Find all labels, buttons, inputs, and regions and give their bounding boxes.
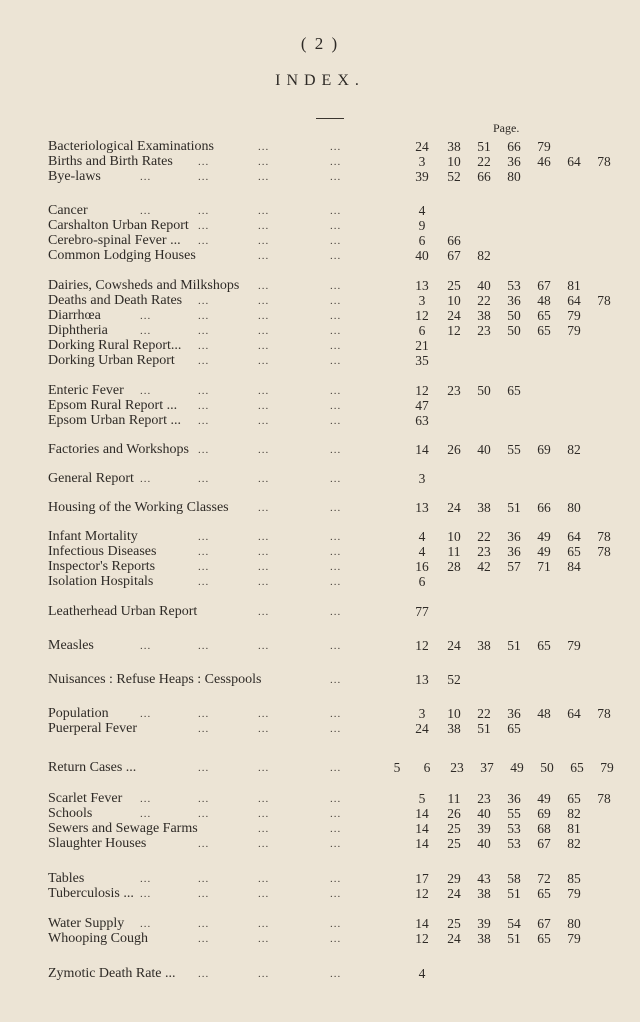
index-entry: Infectious Diseases ... ... ... 4 11 23 36 49 65 78 bbox=[48, 544, 628, 560]
index-entry-label: Cancer bbox=[48, 203, 88, 218]
page-reference: 40 bbox=[415, 248, 429, 263]
page-reference: 65 bbox=[537, 886, 551, 901]
page-reference: 10 bbox=[447, 529, 461, 544]
page-reference: 6 bbox=[418, 323, 426, 338]
page-reference: 5 bbox=[418, 791, 426, 806]
page-reference: 22 bbox=[477, 529, 491, 544]
index-entry-label: Carshalton Urban Report bbox=[48, 218, 189, 233]
page-reference: 57 bbox=[507, 559, 521, 574]
page-reference: 51 bbox=[507, 931, 521, 946]
page-reference: 13 bbox=[415, 278, 429, 293]
index-entry: Dorking Urban Report ... ... ... 35 bbox=[48, 353, 628, 369]
page-reference: 67 bbox=[537, 278, 551, 293]
page-reference: 51 bbox=[507, 500, 521, 515]
page-reference: 51 bbox=[507, 638, 521, 653]
page-reference: 82 bbox=[567, 836, 581, 851]
page-reference: 38 bbox=[477, 308, 491, 323]
page-reference: 10 bbox=[447, 154, 461, 169]
page-reference: 4 bbox=[418, 966, 426, 981]
index-entry-label: Common Lodging Houses bbox=[48, 248, 196, 263]
page-reference: 65 bbox=[507, 383, 521, 398]
page-reference: 3 bbox=[418, 154, 426, 169]
page-reference: 22 bbox=[477, 293, 491, 308]
page-reference: 79 bbox=[600, 760, 614, 775]
index-entry: Diarrhœa ... ... ... ... 12 24 38 50 65 79 bbox=[48, 308, 628, 324]
index-entry-label: Nuisances : Refuse Heaps : Cesspools bbox=[48, 672, 262, 687]
page-reference: 78 bbox=[597, 154, 611, 169]
page-reference: 4 bbox=[418, 544, 426, 559]
page-reference: 78 bbox=[597, 293, 611, 308]
index-entry-label: General Report bbox=[48, 471, 134, 486]
page-reference: 17 bbox=[415, 871, 429, 886]
page-reference: 36 bbox=[507, 154, 521, 169]
index-entry: Tables ... ... ... ... 17 29 43 58 72 85 bbox=[48, 871, 628, 887]
page-reference: 24 bbox=[415, 139, 429, 154]
page-reference: 13 bbox=[415, 672, 429, 687]
page-reference: 65 bbox=[570, 760, 584, 775]
index-entry: Population ... ... ... ... 3 10 22 36 48 64 78 bbox=[48, 706, 628, 722]
page-reference: 55 bbox=[507, 442, 521, 457]
page-reference: 36 bbox=[507, 791, 521, 806]
index-entry-label: Whooping Cough bbox=[48, 931, 148, 946]
index-entry: Scarlet Fever ... ... ... ... 5 11 23 36 49 65 78 bbox=[48, 791, 628, 807]
page-reference: 24 bbox=[447, 308, 461, 323]
page-reference: 58 bbox=[507, 871, 521, 886]
page-reference: 11 bbox=[447, 791, 461, 806]
page-reference: 81 bbox=[567, 821, 581, 836]
page-reference: 65 bbox=[507, 721, 521, 736]
page-reference: 50 bbox=[507, 308, 521, 323]
index-entry-label: Inspector's Reports bbox=[48, 559, 156, 574]
page-reference: 53 bbox=[507, 278, 521, 293]
page-reference: 12 bbox=[415, 886, 429, 901]
page-title: INDEX. bbox=[275, 72, 365, 89]
page-reference: 52 bbox=[447, 672, 461, 687]
page-reference: 66 bbox=[447, 233, 461, 248]
index-entry-label: Births and Birth Rates bbox=[48, 154, 173, 169]
page-reference: 50 bbox=[540, 760, 554, 775]
page-reference: 55 bbox=[507, 806, 521, 821]
page-reference: 49 bbox=[537, 544, 551, 559]
page-reference: 79 bbox=[567, 931, 581, 946]
page-reference: 11 bbox=[447, 544, 461, 559]
index-entry: General Report ... ... ... ... 3 bbox=[48, 471, 628, 487]
index-entry: Carshalton Urban Report ... ... ... 9 bbox=[48, 218, 628, 234]
page-reference: 9 bbox=[418, 218, 426, 233]
index-entry: Water Supply ... ... ... ... 14 25 39 54 67 80 bbox=[48, 916, 628, 932]
index-entry-label: Epsom Rural Report ... bbox=[48, 398, 178, 413]
page-reference: 78 bbox=[597, 544, 611, 559]
index-entry-label: Dorking Urban Report bbox=[48, 353, 175, 368]
page-reference: 3 bbox=[418, 471, 426, 486]
index-entry-label: Diarrhœa bbox=[48, 308, 101, 323]
page-reference: 6 bbox=[418, 233, 426, 248]
index-entry: Births and Birth Rates ... ... ... 3 10 22 36 46 64 78 bbox=[48, 154, 628, 170]
page-reference: 22 bbox=[477, 154, 491, 169]
page-reference: 80 bbox=[507, 169, 521, 184]
page-reference: 71 bbox=[537, 559, 551, 574]
page-reference: 23 bbox=[450, 760, 464, 775]
page-reference: 47 bbox=[415, 398, 429, 413]
page-reference: 37 bbox=[480, 760, 494, 775]
index-entry: Factories and Workshops ... ... ... 14 26 40 55 69 82 bbox=[48, 442, 628, 458]
page-reference: 78 bbox=[597, 529, 611, 544]
page-reference: 16 bbox=[415, 559, 429, 574]
page-reference: 68 bbox=[537, 821, 551, 836]
index-entry: Measles ... ... ... ... 12 24 38 51 65 79 bbox=[48, 638, 628, 654]
page-reference: 49 bbox=[537, 791, 551, 806]
index-entry-label: Water Supply bbox=[48, 916, 125, 931]
index-entry-label: Leatherhead Urban Report bbox=[48, 604, 198, 619]
index-entry: Epsom Rural Report ... ... ... ... 47 bbox=[48, 398, 628, 414]
page-reference: 23 bbox=[477, 323, 491, 338]
index-entry-label: Dairies, Cowsheds and Milkshops bbox=[48, 278, 240, 293]
index-entry-label: Housing of the Working Classes bbox=[48, 500, 229, 515]
index-entry: Slaughter Houses ... ... ... 14 25 40 53 67 82 bbox=[48, 836, 628, 852]
page-reference: 64 bbox=[567, 706, 581, 721]
index-entry-label: Tables bbox=[48, 871, 85, 886]
page-reference: 40 bbox=[477, 442, 491, 457]
page-reference: 35 bbox=[415, 353, 429, 368]
index-entry-label: Population bbox=[48, 706, 109, 721]
page-reference: 48 bbox=[537, 293, 551, 308]
page-reference: 36 bbox=[507, 544, 521, 559]
page-reference: 24 bbox=[447, 931, 461, 946]
page-number: ( 2 ) bbox=[300, 34, 340, 53]
page-reference: 78 bbox=[597, 706, 611, 721]
page-reference: 25 bbox=[447, 916, 461, 931]
page-reference: 5 bbox=[393, 760, 401, 775]
page-reference: 67 bbox=[447, 248, 461, 263]
index-entry-label: Puerperal Fever bbox=[48, 721, 138, 736]
page-reference: 23 bbox=[447, 383, 461, 398]
page-reference: 66 bbox=[507, 139, 521, 154]
page-reference: 24 bbox=[447, 500, 461, 515]
index-entry: Epsom Urban Report ... ... ... ... 63 bbox=[48, 413, 628, 429]
page-reference: 25 bbox=[447, 836, 461, 851]
index-entry-label: Slaughter Houses bbox=[48, 836, 147, 851]
index-entry-label: Epsom Urban Report ... bbox=[48, 413, 181, 428]
page-reference: 14 bbox=[415, 442, 429, 457]
page-reference: 38 bbox=[477, 638, 491, 653]
page-reference: 40 bbox=[477, 278, 491, 293]
page-reference: 46 bbox=[537, 154, 551, 169]
page-reference: 65 bbox=[537, 323, 551, 338]
page-reference: 43 bbox=[477, 871, 491, 886]
page-reference: 12 bbox=[415, 383, 429, 398]
index-entry: Housing of the Working Classes ... ... 13 24 38 51 66 80 bbox=[48, 500, 628, 516]
page-reference: 24 bbox=[447, 638, 461, 653]
page-reference: 24 bbox=[415, 721, 429, 736]
index-entry-label: Bye-laws bbox=[48, 169, 101, 184]
index-entry: Infant Mortality ... ... ... 4 10 22 36 49 64 78 bbox=[48, 529, 628, 545]
page-reference: 79 bbox=[567, 638, 581, 653]
page-reference: 13 bbox=[415, 500, 429, 515]
page-reference: 65 bbox=[567, 544, 581, 559]
index-entry-label: Factories and Workshops bbox=[48, 442, 189, 457]
page-reference: 40 bbox=[477, 836, 491, 851]
page-reference: 69 bbox=[537, 442, 551, 457]
page-reference: 25 bbox=[447, 278, 461, 293]
page-reference: 66 bbox=[477, 169, 491, 184]
page-reference: 79 bbox=[567, 886, 581, 901]
index-entry-label: Isolation Hospitals bbox=[48, 574, 154, 589]
page-reference: 84 bbox=[567, 559, 581, 574]
page-reference: 48 bbox=[537, 706, 551, 721]
page-reference: 4 bbox=[418, 203, 426, 218]
index-entry: Sewers and Sewage Farms ... ... 14 25 39 53 68 81 bbox=[48, 821, 628, 837]
page-reference: 51 bbox=[477, 139, 491, 154]
index-entry: Diphtheria ... ... ... ... 6 12 23 50 65 79 bbox=[48, 323, 628, 339]
page-reference: 21 bbox=[415, 338, 429, 353]
page-reference: 79 bbox=[567, 308, 581, 323]
page-reference: 23 bbox=[477, 791, 491, 806]
page-reference: 14 bbox=[415, 836, 429, 851]
page-reference: 51 bbox=[507, 886, 521, 901]
index-entry: Puerperal Fever ... ... ... 24 38 51 65 bbox=[48, 721, 628, 737]
index-entry: Leatherhead Urban Report ... ... 77 bbox=[48, 604, 628, 620]
page-reference: 22 bbox=[477, 706, 491, 721]
page-reference: 28 bbox=[447, 559, 461, 574]
page-reference: 54 bbox=[507, 916, 521, 931]
page-reference: 65 bbox=[567, 791, 581, 806]
page-reference: 66 bbox=[537, 500, 551, 515]
index-entry-label: Measles bbox=[48, 638, 94, 653]
page-reference: 85 bbox=[567, 871, 581, 886]
page-reference: 81 bbox=[567, 278, 581, 293]
page-reference: 12 bbox=[415, 638, 429, 653]
index-entry-label: Enteric Fever bbox=[48, 383, 124, 398]
index-entry-label: Bacteriological Examinations bbox=[48, 139, 215, 154]
page-reference: 77 bbox=[415, 604, 429, 619]
index-entry: Cerebro-spinal Fever ... ... ... ... 6 66 bbox=[48, 233, 628, 249]
page-reference: 14 bbox=[415, 821, 429, 836]
index-entry-label: Infant Mortality bbox=[48, 529, 138, 544]
page-reference: 26 bbox=[447, 806, 461, 821]
index-entry: Tuberculosis ... ... ... ... ... 12 24 38 51 65 79 bbox=[48, 886, 628, 902]
page-reference: 39 bbox=[477, 821, 491, 836]
page-reference: 12 bbox=[415, 931, 429, 946]
index-entry: Schools ... ... ... ... 14 26 40 55 69 82 bbox=[48, 806, 628, 822]
page-reference: 42 bbox=[477, 559, 491, 574]
page-reference: 67 bbox=[537, 836, 551, 851]
index-entry-label: Deaths and Death Rates bbox=[48, 293, 183, 308]
page-reference: 25 bbox=[447, 821, 461, 836]
index-entry: Bacteriological Examinations ... ... 24 38 51 66 79 bbox=[48, 139, 628, 155]
page-reference: 63 bbox=[415, 413, 429, 428]
page-reference: 51 bbox=[477, 721, 491, 736]
index-entry: Isolation Hospitals ... ... ... 6 bbox=[48, 574, 628, 590]
page-reference: 39 bbox=[415, 169, 429, 184]
index-entry: Nuisances : Refuse Heaps : Cesspools ... 13 52 bbox=[48, 672, 628, 688]
index-entry: Cancer ... ... ... ... 4 bbox=[48, 203, 628, 219]
page-reference: 79 bbox=[537, 139, 551, 154]
page-reference: 82 bbox=[567, 442, 581, 457]
page-reference: 78 bbox=[597, 791, 611, 806]
page-reference: 23 bbox=[477, 544, 491, 559]
page-reference: 38 bbox=[447, 139, 461, 154]
title-rule bbox=[316, 118, 344, 119]
index-entry-label: Cerebro-spinal Fever ... bbox=[48, 233, 181, 248]
page-reference: 39 bbox=[477, 916, 491, 931]
page-reference: 64 bbox=[567, 154, 581, 169]
index-entry-label: Return Cases ... bbox=[48, 760, 137, 775]
page-reference: 36 bbox=[507, 293, 521, 308]
page-reference: 82 bbox=[477, 248, 491, 263]
index-entry-label: Dorking Rural Report... bbox=[48, 338, 182, 353]
index-entry: Whooping Cough ... ... ... 12 24 38 51 65 79 bbox=[48, 931, 628, 947]
page-reference: 50 bbox=[507, 323, 521, 338]
index-entry-label: Schools bbox=[48, 806, 93, 821]
page-reference: 65 bbox=[537, 308, 551, 323]
index-entry-label: Zymotic Death Rate ... bbox=[48, 966, 176, 981]
page-reference: 64 bbox=[567, 293, 581, 308]
page-reference: 36 bbox=[507, 529, 521, 544]
page-reference: 40 bbox=[477, 806, 491, 821]
index-entry: Zymotic Death Rate ... ... ... ... 4 bbox=[48, 966, 628, 982]
page-reference: 53 bbox=[507, 821, 521, 836]
page-reference: 38 bbox=[477, 886, 491, 901]
page-reference: 6 bbox=[418, 574, 426, 589]
page-reference: 49 bbox=[537, 529, 551, 544]
page-reference: 14 bbox=[415, 806, 429, 821]
index-entry-label: Infectious Diseases bbox=[48, 544, 157, 559]
pages-column-header: Page. bbox=[493, 121, 520, 135]
page-reference: 49 bbox=[510, 760, 524, 775]
page-reference: 6 bbox=[423, 760, 431, 775]
page-reference: 53 bbox=[507, 836, 521, 851]
page-reference: 29 bbox=[447, 871, 461, 886]
index-entry-label: Sewers and Sewage Farms bbox=[48, 821, 198, 836]
page-reference: 36 bbox=[507, 706, 521, 721]
page-reference: 38 bbox=[477, 931, 491, 946]
page-reference: 80 bbox=[567, 916, 581, 931]
page-reference: 82 bbox=[567, 806, 581, 821]
page-reference: 69 bbox=[537, 806, 551, 821]
page-reference: 10 bbox=[447, 293, 461, 308]
page-reference: 38 bbox=[447, 721, 461, 736]
page-reference: 67 bbox=[537, 916, 551, 931]
page-reference: 12 bbox=[447, 323, 461, 338]
page-reference: 3 bbox=[418, 293, 426, 308]
index-entry: Dairies, Cowsheds and Milkshops ... ... 13 25 40 53 67 81 bbox=[48, 278, 628, 294]
index-entry: Enteric Fever ... ... ... ... 12 23 50 65 bbox=[48, 383, 628, 399]
page-reference: 80 bbox=[567, 500, 581, 515]
index-entry: Common Lodging Houses ... ... 40 67 82 bbox=[48, 248, 628, 264]
page-reference: 12 bbox=[415, 308, 429, 323]
index-entry: Deaths and Death Rates ... ... ... 3 10 22 36 48 64 78 bbox=[48, 293, 628, 309]
page-reference: 65 bbox=[537, 931, 551, 946]
page-reference: 52 bbox=[447, 169, 461, 184]
index-entry: Inspector's Reports ... ... ... 16 28 42 57 71 84 bbox=[48, 559, 628, 575]
index-entry: Bye-laws ... ... ... ... 39 52 66 80 bbox=[48, 169, 628, 185]
index-entry: Return Cases ... ... ... ... 5 6 23 37 49 50 65 79 bbox=[48, 760, 628, 776]
page-reference: 38 bbox=[477, 500, 491, 515]
page-reference: 26 bbox=[447, 442, 461, 457]
page-reference: 14 bbox=[415, 916, 429, 931]
index-entry-label: Tuberculosis ... bbox=[48, 886, 134, 901]
page-reference: 3 bbox=[418, 706, 426, 721]
index-entry: Dorking Rural Report... ... ... ... 21 bbox=[48, 338, 628, 354]
page-reference: 10 bbox=[447, 706, 461, 721]
page-reference: 64 bbox=[567, 529, 581, 544]
page-reference: 24 bbox=[447, 886, 461, 901]
index-entry-label: Diphtheria bbox=[48, 323, 108, 338]
page-reference: 79 bbox=[567, 323, 581, 338]
page-reference: 4 bbox=[418, 529, 426, 544]
page-reference: 72 bbox=[537, 871, 551, 886]
page-reference: 65 bbox=[537, 638, 551, 653]
page-reference: 50 bbox=[477, 383, 491, 398]
index-entry-label: Scarlet Fever bbox=[48, 791, 123, 806]
